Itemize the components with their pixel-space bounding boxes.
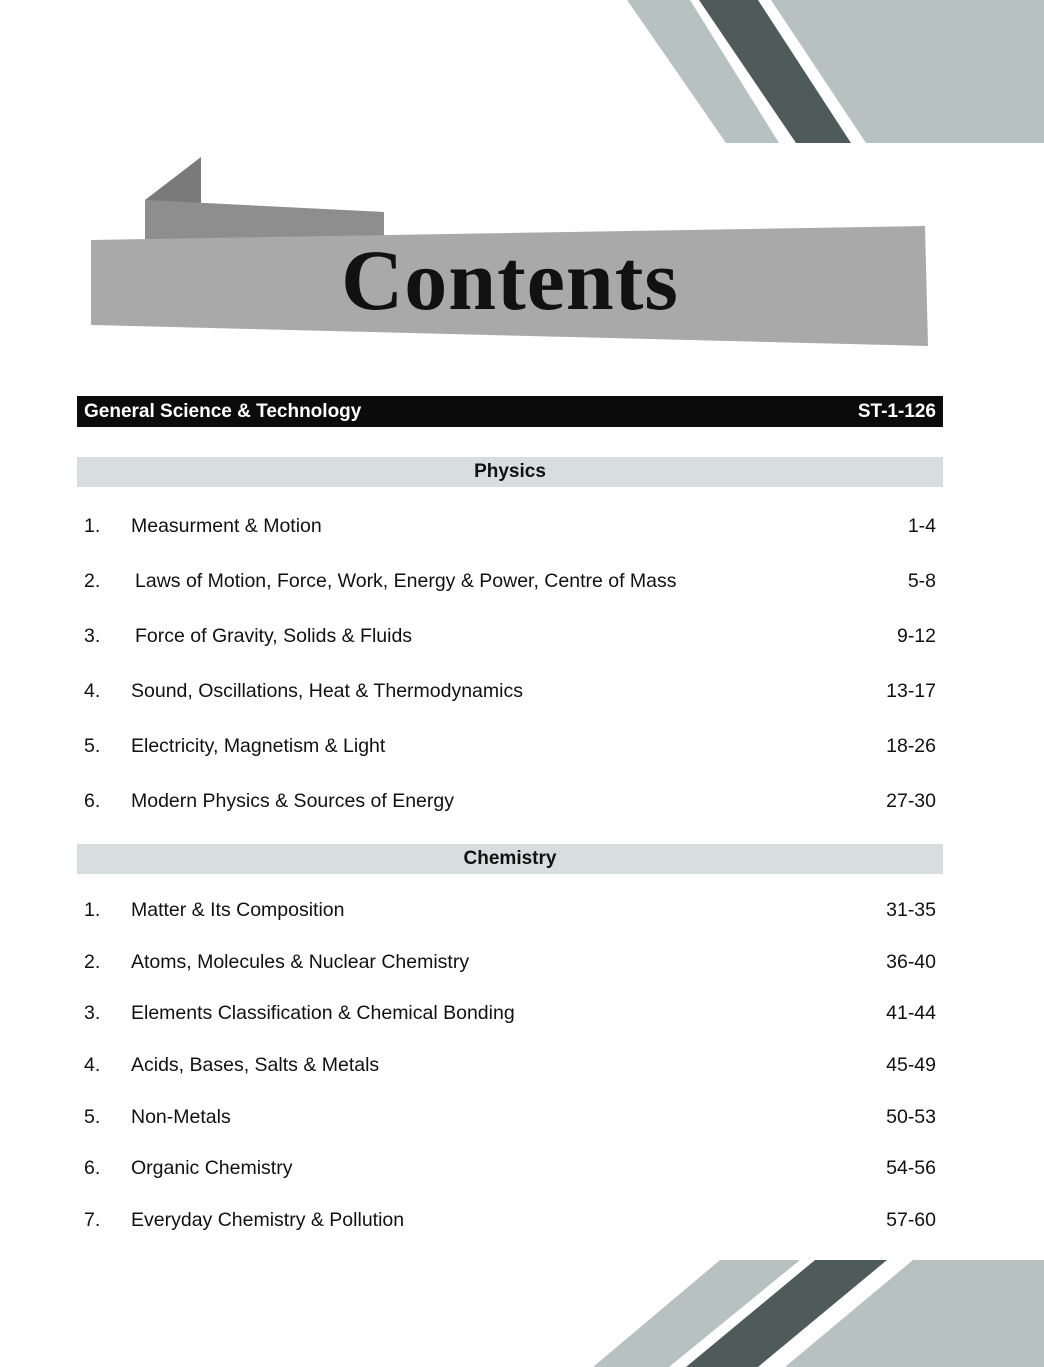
toc-topic: Everyday Chemistry & Pollution: [131, 1208, 405, 1231]
toc-topic: Electricity, Magnetism & Light: [131, 734, 386, 757]
toc-row[interactable]: [84, 1153, 936, 1183]
toc-topic: Modern Physics & Sources of Energy: [131, 789, 454, 812]
toc-row[interactable]: [84, 511, 936, 541]
toc-row[interactable]: [84, 1102, 936, 1132]
toc-number: 1.: [84, 898, 101, 921]
top-right-stripes: [627, 0, 1044, 143]
toc-topic: Atoms, Molecules & Nuclear Chemistry: [131, 950, 470, 973]
subject-header-chemistry: Chemistry: [77, 844, 943, 874]
toc-row[interactable]: [84, 947, 936, 977]
toc-topic: Non-Metals: [131, 1105, 231, 1128]
toc-topic: Matter & Its Composition: [131, 898, 345, 921]
toc-number: 3.: [84, 624, 101, 647]
toc-pages: 27-30: [886, 789, 936, 812]
toc-number: 7.: [84, 1208, 101, 1231]
toc-pages: 31-35: [886, 898, 936, 921]
toc-pages: 41-44: [886, 1001, 936, 1024]
toc-number: 4.: [84, 1053, 101, 1076]
toc-number: 2.: [84, 569, 101, 592]
toc-number: 5.: [84, 1105, 101, 1128]
toc-number: 2.: [84, 950, 101, 973]
toc-topic: Elements Classification & Chemical Bonding: [131, 1001, 515, 1024]
toc-pages: 50-53: [886, 1105, 936, 1128]
toc-topic: Sound, Oscillations, Heat & Thermodynamics: [131, 679, 523, 702]
toc-row[interactable]: [84, 786, 936, 816]
toc-row[interactable]: [84, 895, 936, 925]
section-name: General Science & Technology: [84, 400, 362, 422]
toc-pages: 57-60: [886, 1208, 936, 1231]
toc-topic: Acids, Bases, Salts & Metals: [131, 1053, 380, 1076]
toc-row[interactable]: [84, 1050, 936, 1080]
toc-topic: Force of Gravity, Solids & Fluids: [135, 624, 413, 647]
toc-pages: 9-12: [896, 624, 936, 647]
toc-number: 6.: [84, 1156, 101, 1179]
toc-row[interactable]: [84, 621, 936, 651]
toc-number: 3.: [84, 1001, 101, 1024]
toc-row[interactable]: [84, 676, 936, 706]
toc-pages: 1-4: [907, 514, 936, 537]
page-title: Contents: [341, 232, 679, 328]
toc-pages: 5-8: [907, 569, 936, 592]
toc-pages: 36-40: [886, 950, 936, 973]
subject-header-physics: Physics: [77, 457, 943, 487]
toc-topic: Laws of Motion, Force, Work, Energy & Power, Centre of Mass: [135, 569, 677, 592]
toc-number: 5.: [84, 734, 101, 757]
toc-row[interactable]: [84, 998, 936, 1028]
toc-row[interactable]: [84, 731, 936, 761]
section-header: [77, 396, 943, 427]
toc-number: 1.: [84, 514, 101, 537]
toc-topic: Organic Chemistry: [131, 1156, 293, 1179]
toc-number: 4.: [84, 679, 101, 702]
toc-pages: 13-17: [886, 679, 936, 702]
toc-pages: 54-56: [886, 1156, 936, 1179]
toc-number: 6.: [84, 789, 101, 812]
toc-row[interactable]: [84, 1205, 936, 1235]
toc-topic: Measurment & Motion: [131, 514, 322, 537]
toc-row[interactable]: [84, 566, 936, 596]
toc-pages: 18-26: [886, 734, 936, 757]
bottom-right-stripes: [593, 1260, 1044, 1367]
toc-pages: 45-49: [886, 1053, 936, 1076]
section-pages: ST-1-126: [857, 400, 936, 422]
